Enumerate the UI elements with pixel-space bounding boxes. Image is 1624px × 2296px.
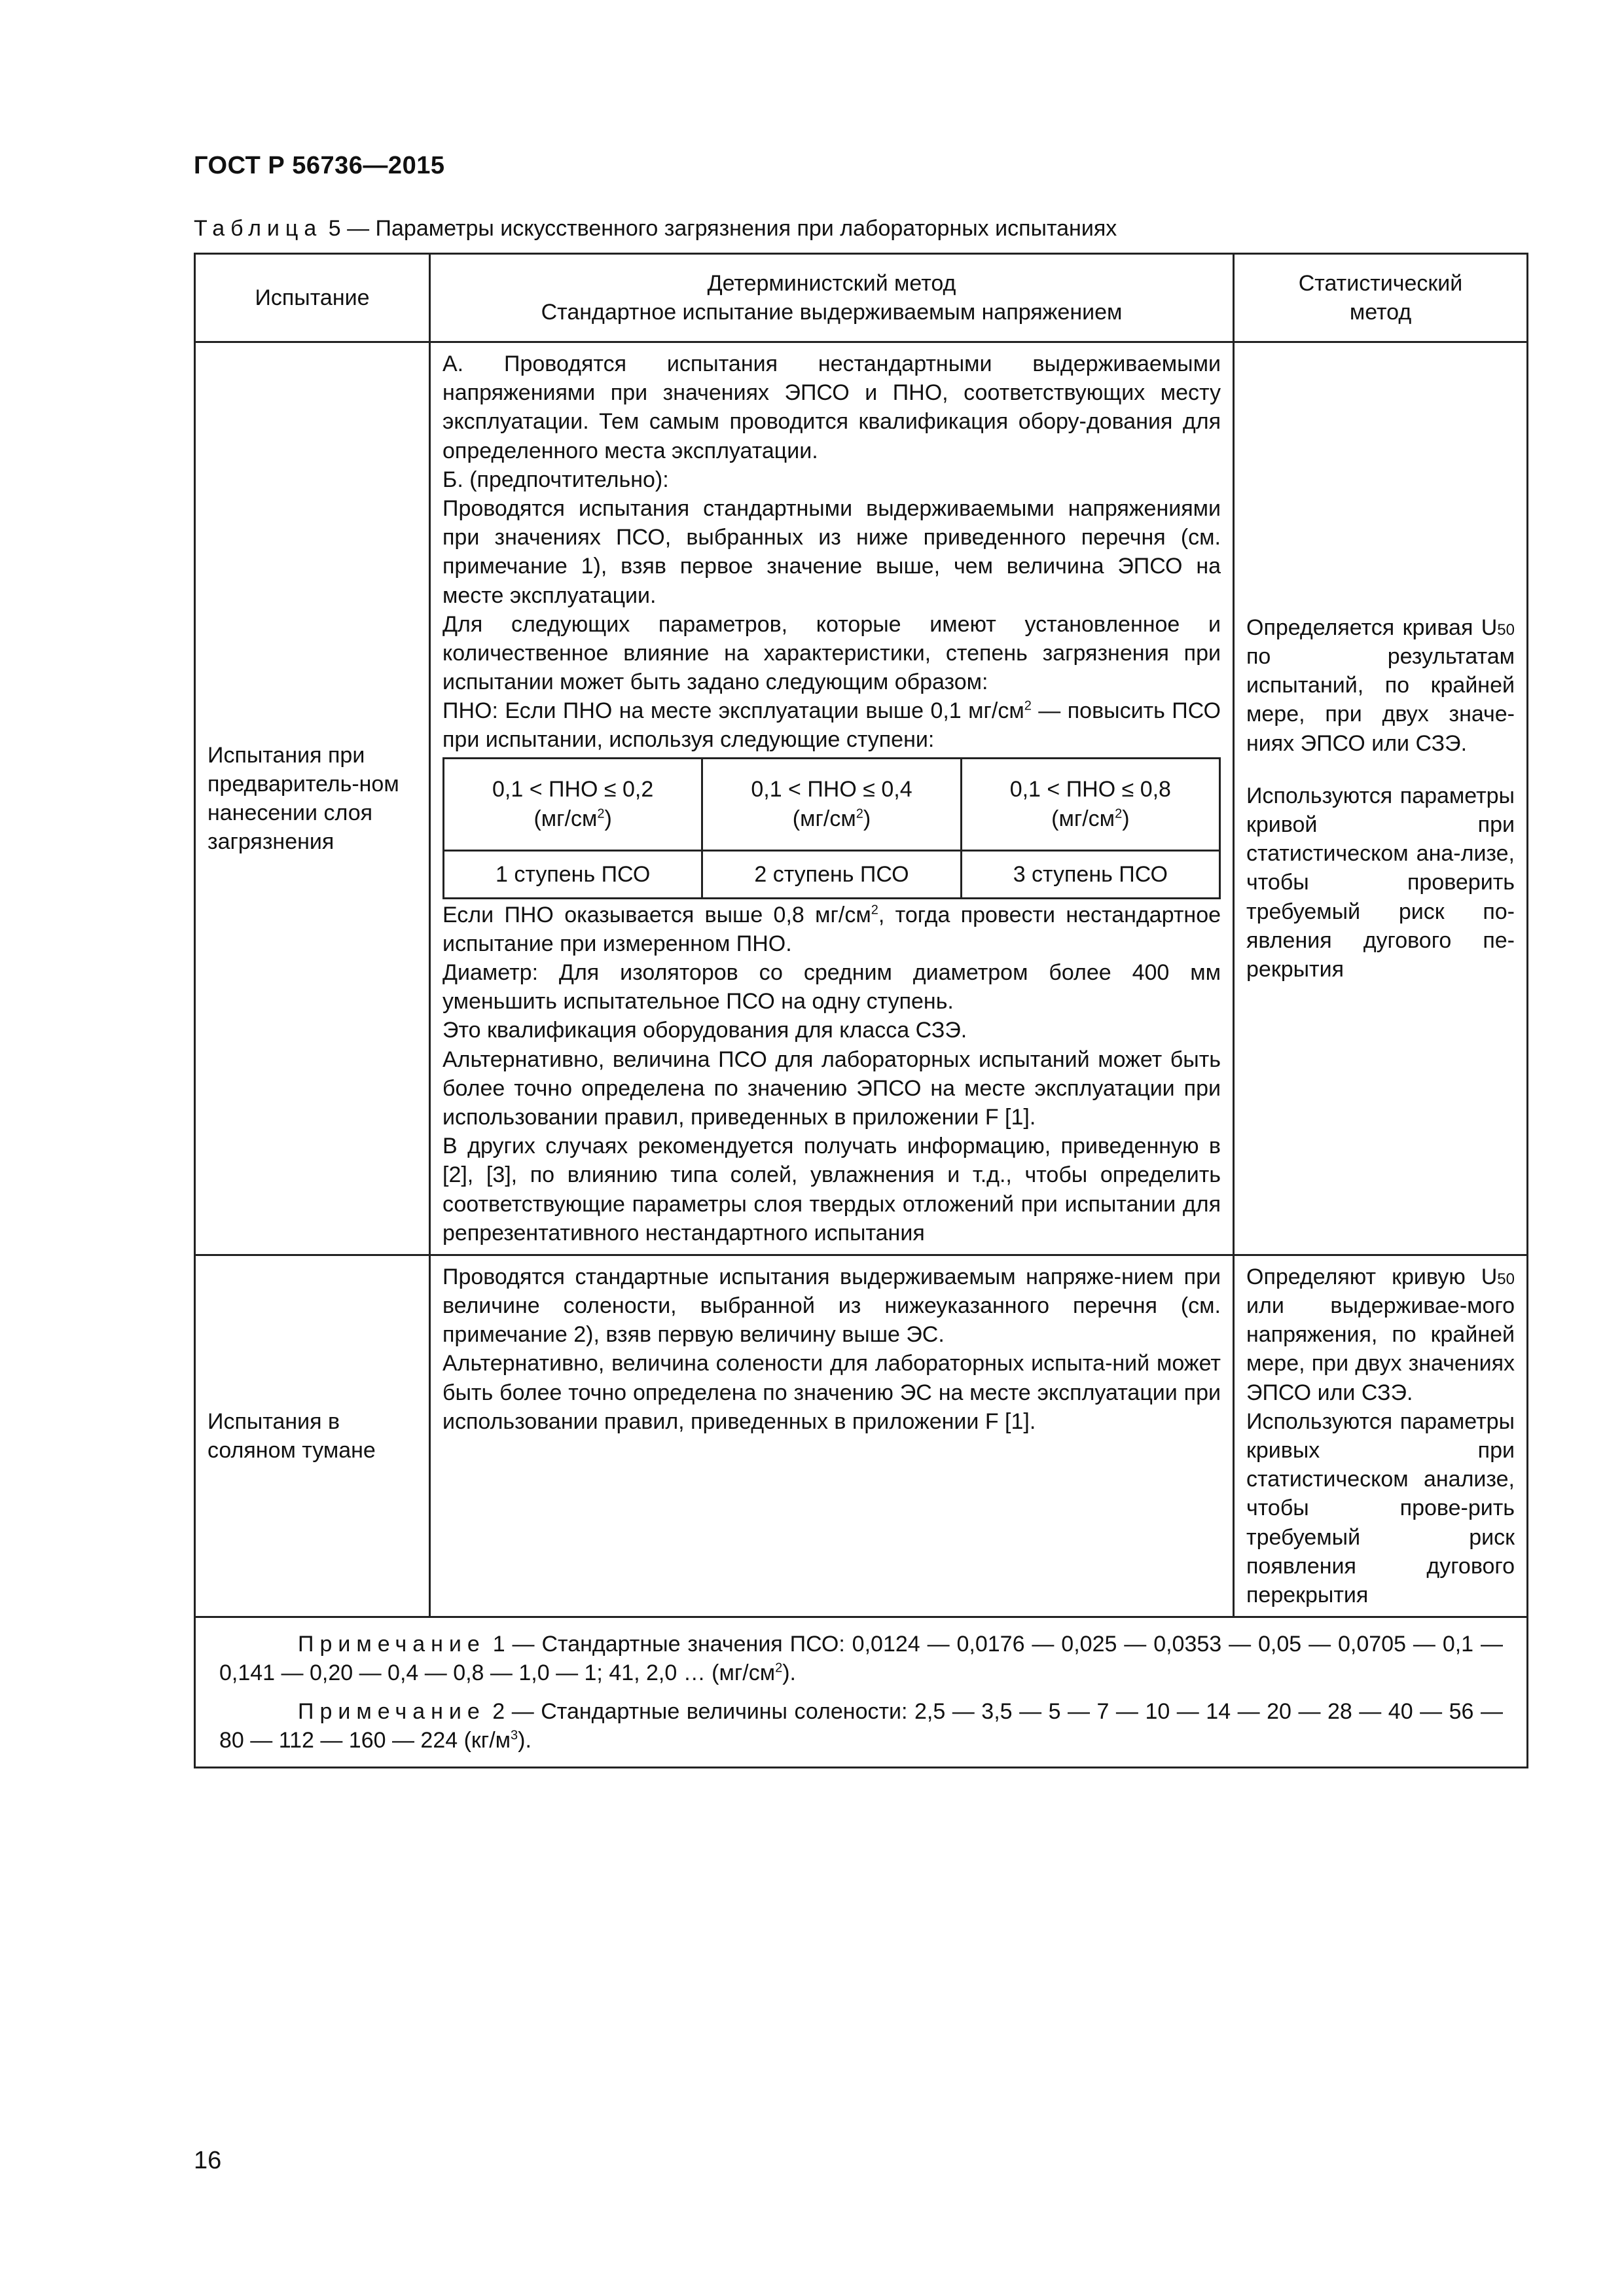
notes-row (195, 1617, 1528, 1768)
row1-test-name: Испытания при предваритель-ном нанесении слоя загрязнения (195, 342, 430, 1255)
row1-qualification: Это квалификация оборудования для класса СЗЭ. (442, 1018, 967, 1043)
pno-steps-table (442, 757, 1221, 899)
header-stat-line2: метод (1349, 300, 1412, 325)
row1-after-steps: Если ПНО оказывается выше 0,8 $мг/см^2$, тогда провести нестандартное испытание при измеренном ПНО. (442, 902, 1221, 956)
row1-alternative: Альтернативно, величина ПСО для лабораторных испытаний может быть более точно определена по значению ЭПСО на месте эксплуатации при использовании правил, приведенных в приложении F [1]. (442, 1047, 1221, 1130)
row1-params: Для следующих параметров, которые имеют установленное и количественное влияние на характеристики, степень загрязнения при испытании может быть задано следующим образом: (442, 611, 1221, 695)
header-test: Испытание (195, 254, 430, 342)
page-number: 16 (194, 2147, 222, 2174)
header-det-line1: Детерминистский метод (707, 270, 956, 296)
row1-stat-p1: Определяется кривая U50 по результатам испытаний, по крайней мере, при двух значе-ниях ЭПСО или СЗЭ. (1246, 615, 1515, 756)
pno-range-cell: 0,1 < ПНО ≤ 0,2 $(мг/см^2)$ (444, 758, 702, 850)
pso-step-cell: 2 ступень ПСО (702, 850, 961, 898)
row1-deterministic (430, 342, 1234, 1255)
row1-stat-p2: Используются параметры кривой при статистическом ана-лизе, чтобы проверить требуемый риск по-явления дугового пе-рекрытия (1246, 783, 1515, 982)
table-header-row (195, 254, 1528, 342)
row1-option-a: А. Проводятся испытания нестандартными выдерживаемыми напряжениями при значениях ЭПСО и ПНО, соответствующих месту эксплуатации. Тем самым проводится квалификация обору-дования для определенного места эксплуатации. (442, 351, 1221, 463)
row2-deterministic (430, 1255, 1234, 1617)
row1-statistical (1234, 342, 1528, 1255)
parameters-table (194, 253, 1528, 1768)
row2-det-p1: Проводятся стандартные испытания выдерживаемым напряже-нием при величине солености, выбранной из нижеуказанного перечня (см. примечание 2), взяв первую величину выше ЭС. (442, 1264, 1221, 1348)
pno-range-cell: 0,1 < ПНО ≤ 0,8 $(мг/см^2)$ (961, 758, 1219, 850)
table-row (195, 342, 1528, 1255)
table-row (195, 1255, 1528, 1617)
row1-diameter: Диаметр: Для изоляторов со средним диаметром более 400 мм уменьшить испытательное ПСО на одну ступень. (442, 960, 1221, 1014)
row2-statistical (1234, 1255, 1528, 1617)
table-caption-label: Таблица (194, 216, 323, 241)
row1-pno: ПНО: Если ПНО на месте эксплуатации выше 0,1 $мг/см^2$ — повысить ПСО при испытании, используя следующие ступени: (442, 698, 1221, 753)
table-caption-text: 5 — Параметры искусственного загрязнения при лабораторных испытаниях (322, 216, 1117, 241)
row2-stat-p1: Определяют кривую U50 или выдерживае-мого напряжения, по крайней мере, при двух значениях ЭПСО или СЗЭ. (1246, 1264, 1515, 1405)
row2-det-p2: Альтернативно, величина солености для лабораторных испыта-ний может быть более точно определена по значению ЭС на месте эксплуатации при использовании правил, приведенных в приложении F [1]. (442, 1351, 1221, 1434)
note-1: Примечание 1 — Стандартные значения ПСО: 0,0124 — 0,0176 — 0,025 — 0,0353 — 0,05 — 0,0705 — 0,1 — 0,141 — 0,20 — 0,4 — 0,8 — 1,0 — 1; 41, 2,0 … $(мг/см^2)$. (219, 1632, 1503, 1686)
pno-range-cell: 0,1 < ПНО ≤ 0,4 $(мг/см^2)$ (702, 758, 961, 850)
row2-stat-p2: Используются параметры кривых при статистическом анализе, чтобы прове-рить требуемый риск появления дугового перекрытия (1246, 1408, 1515, 1607)
header-det-line2: Стандартное испытание выдерживаемым напряжением (541, 300, 1123, 325)
document-code: ГОСТ Р 56736—2015 (194, 152, 445, 179)
pso-step-cell: 1 ступень ПСО (444, 850, 702, 898)
header-statistical (1234, 254, 1528, 342)
row2-test-name: Испытания в соляном тумане (195, 1255, 430, 1617)
row1-option-b-title: Б. (предпочтительно): (442, 467, 669, 492)
header-deterministic (430, 254, 1234, 342)
row1-other-cases: В других случаях рекомендуется получать информацию, приведенную в [2], [3], по влиянию типа солей, увлажнения и т.д., чтобы определить соответствующие параметры слоя твердых отложений при испытании для репрезентативного нестандартного испытания (442, 1134, 1221, 1246)
pso-step-cell: 3 ступень ПСО (961, 850, 1219, 898)
row1-option-b-text: Проводятся испытания стандартными выдерживаемыми напряжениями при значениях ПСО, выбранных из ниже приведенного перечня (см. примечание 1), взяв первое значение выше, чем величина ЭПСО на месте эксплуатации. (442, 495, 1221, 608)
header-stat-line1: Статистический (1298, 270, 1463, 296)
table-caption (194, 216, 1117, 242)
table-notes (195, 1617, 1528, 1768)
note-2: Примечание 2 — Стандартные величины солености: 2,5 — 3,5 — 5 — 7 — 10 — 14 — 20 — 28 — 40 — 56 — 80 — 112 — 160 — 224 $(кг/м^3)$. (219, 1698, 1503, 1753)
